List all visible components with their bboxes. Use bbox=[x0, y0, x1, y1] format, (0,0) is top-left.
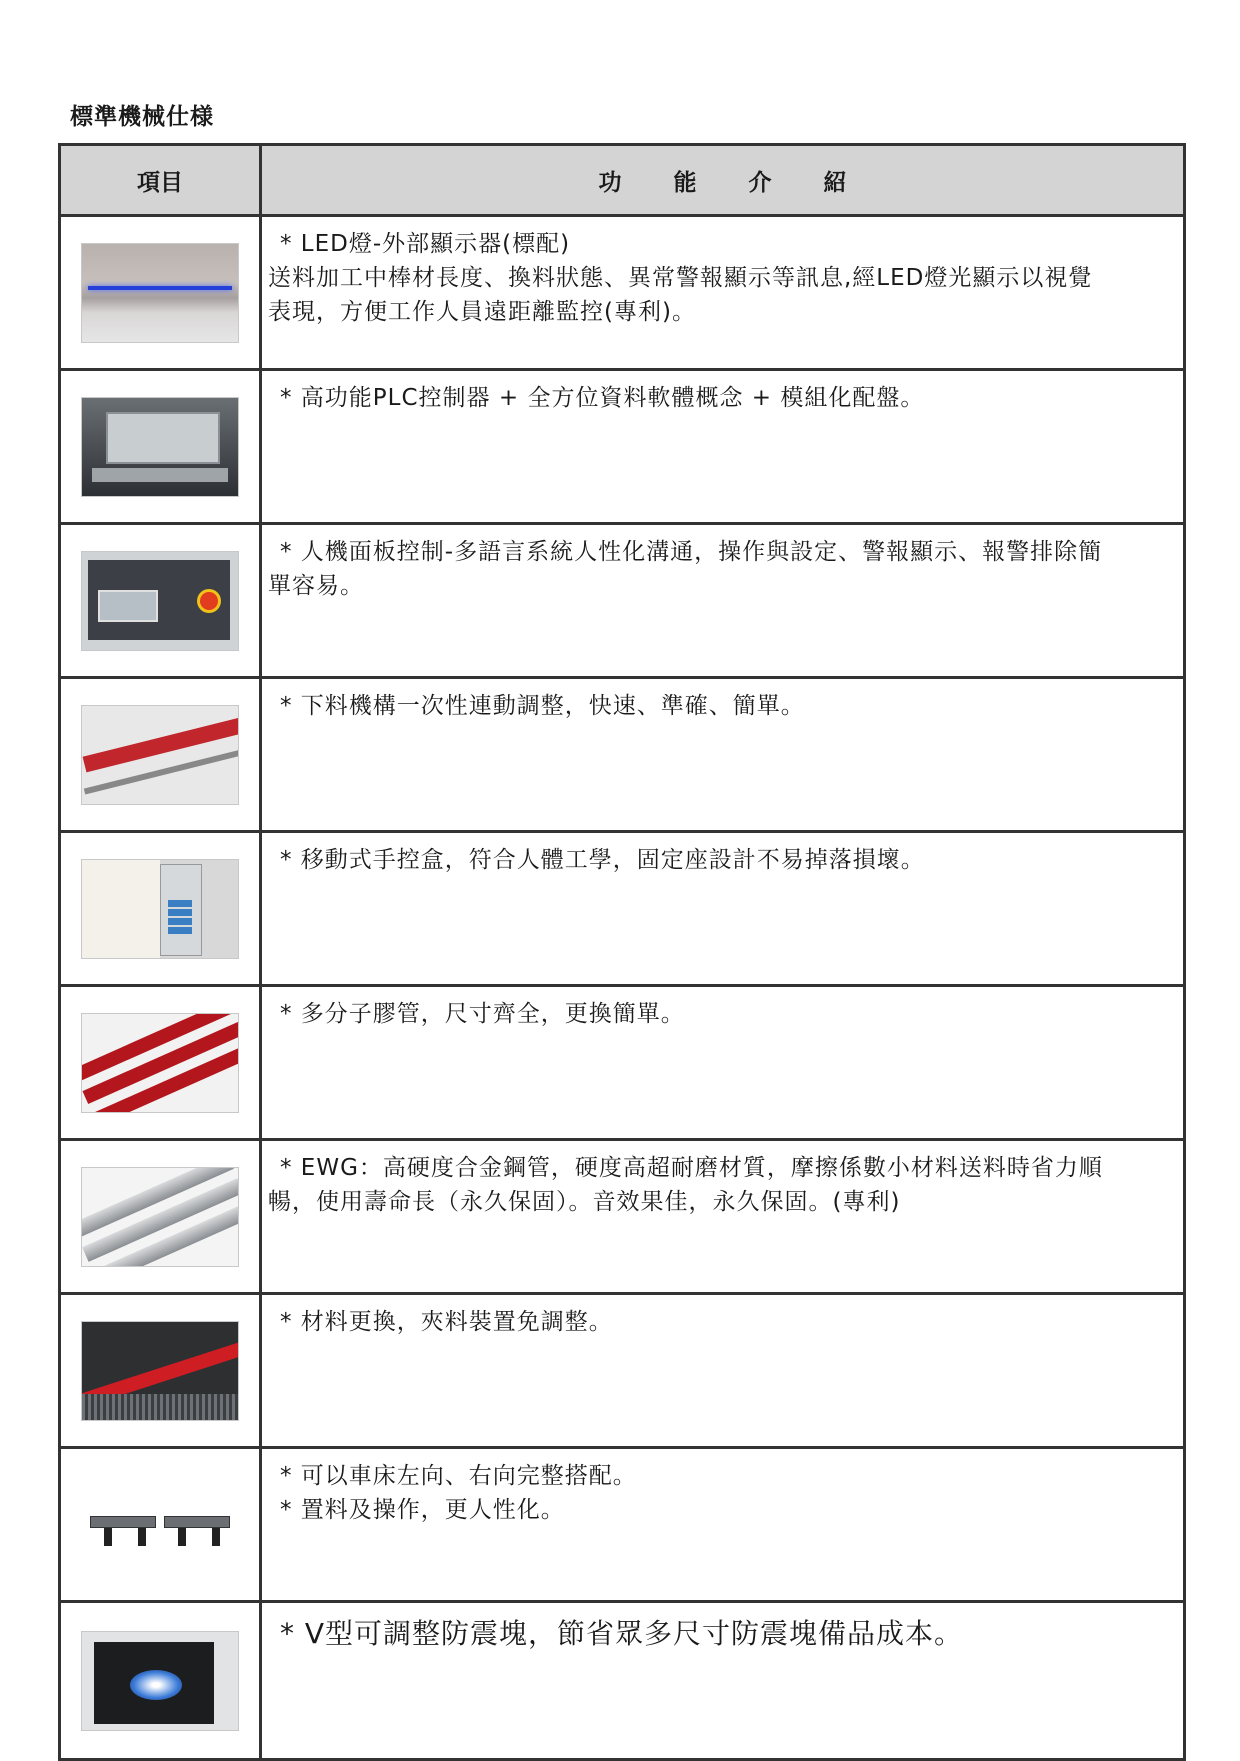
table-row bbox=[60, 1602, 1185, 1760]
item-image-cell bbox=[60, 524, 261, 678]
polymer-tube-image bbox=[81, 1013, 239, 1113]
function-cell bbox=[261, 986, 1185, 1140]
desc-line: 表現，方便工作人員遠距離監控(專利)。 bbox=[268, 299, 696, 325]
table-row bbox=[60, 1448, 1185, 1602]
ewg-alloy-tube-image bbox=[81, 1167, 239, 1267]
lathe-direction-image bbox=[81, 1475, 239, 1575]
function-cell bbox=[261, 1602, 1185, 1760]
spec-table bbox=[58, 143, 1186, 1761]
header-function-label: 功能介紹 bbox=[598, 169, 899, 196]
item-image-cell bbox=[60, 1294, 261, 1448]
table-row bbox=[60, 986, 1185, 1140]
function-cell bbox=[261, 1448, 1185, 1602]
function-cell bbox=[261, 524, 1185, 678]
desc-line: * 材料更換，夾料裝置免調整。 bbox=[280, 1309, 613, 1335]
desc-line: 單容易。 bbox=[268, 573, 364, 599]
item-image-cell bbox=[60, 1140, 261, 1294]
item-image-cell bbox=[60, 678, 261, 832]
item-image-cell bbox=[60, 1602, 261, 1760]
function-cell bbox=[261, 678, 1185, 832]
function-cell bbox=[261, 370, 1185, 524]
table-row bbox=[60, 1140, 1185, 1294]
table-row bbox=[60, 370, 1185, 524]
desc-line: * 可以車床左向、右向完整搭配。 bbox=[280, 1463, 637, 1489]
desc-line: * 下料機構一次性連動調整，快速、準確、簡單。 bbox=[280, 693, 805, 719]
desc-line: * 人機面板控制-多語言系統人性化溝通，操作與設定、警報顯示、報警排除簡 bbox=[280, 539, 1103, 565]
plc-cabinet-image bbox=[81, 397, 239, 497]
unloading-mechanism-image bbox=[81, 705, 239, 805]
desc-line: * EWG：高硬度合金鋼管，硬度高超耐磨材質，摩擦係數小材料送料時省力順 bbox=[280, 1155, 1103, 1181]
table-row bbox=[60, 1294, 1185, 1448]
header-function bbox=[261, 145, 1185, 216]
desc-line: * 多分子膠管，尺寸齊全，更換簡單。 bbox=[280, 1001, 685, 1027]
desc-line: * LED燈-外部顯示器(標配) bbox=[280, 231, 571, 257]
desc-line: * 高功能PLC控制器 + 全方位資料軟體概念 + 模組化配盤。 bbox=[280, 385, 925, 411]
table-row bbox=[60, 524, 1185, 678]
table-row bbox=[60, 678, 1185, 832]
handheld-control-box-image bbox=[81, 859, 239, 959]
table-header-row bbox=[60, 145, 1185, 216]
desc-line: * 置料及操作，更人性化。 bbox=[280, 1497, 565, 1523]
item-image-cell bbox=[60, 832, 261, 986]
header-item: 項目 bbox=[60, 145, 261, 216]
function-cell bbox=[261, 832, 1185, 986]
item-image-cell bbox=[60, 1448, 261, 1602]
table-row bbox=[60, 832, 1185, 986]
desc-line: 送料加工中棒材長度、換料狀態、異常警報顯示等訊息,經LED燈光顯示以視覺 bbox=[268, 265, 1093, 291]
hmi-panel-image bbox=[81, 551, 239, 651]
desc-line: * 移動式手控盒，符合人體工學，固定座設計不易掉落損壞。 bbox=[280, 847, 925, 873]
v-block-image bbox=[81, 1631, 239, 1731]
function-cell bbox=[261, 216, 1185, 370]
function-cell bbox=[261, 1140, 1185, 1294]
function-cell bbox=[261, 1294, 1185, 1448]
desc-line: * V型可調整防震塊，節省眾多尺寸防震塊備品成本。 bbox=[280, 1617, 964, 1650]
item-image-cell bbox=[60, 370, 261, 524]
desc-line: 暢，使用壽命長（永久保固）。音效果佳，永久保固。(專利) bbox=[268, 1189, 901, 1215]
clamp-device-image bbox=[81, 1321, 239, 1421]
table-row bbox=[60, 216, 1185, 370]
led-light-bar-image bbox=[81, 243, 239, 343]
item-image-cell bbox=[60, 986, 261, 1140]
item-image-cell bbox=[60, 216, 261, 370]
document-title: 標準機械仕様 bbox=[70, 104, 214, 130]
